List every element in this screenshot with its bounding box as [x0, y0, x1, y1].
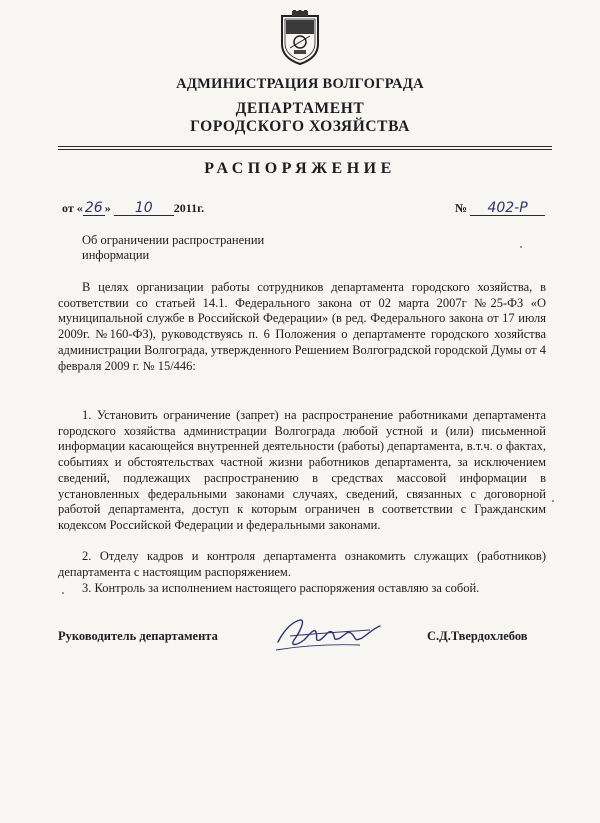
scan-speck: [62, 592, 64, 594]
subject-line: информации: [82, 248, 150, 262]
scan-speck: [520, 246, 522, 248]
coat-of-arms-icon: [278, 10, 322, 66]
date-quote-close: »: [104, 201, 111, 215]
number-value: 402-Р: [487, 200, 528, 216]
scan-speck: [552, 500, 554, 502]
date-month: 10: [134, 200, 153, 216]
number-sign: №: [455, 201, 468, 215]
document-title: РАСПОРЯЖЕНИЕ: [204, 160, 396, 177]
administration-name: АДМИНИСТРАЦИЯ ВОЛГОГРАДА: [176, 76, 424, 92]
document-subject: [82, 233, 322, 263]
signatory-name: С.Д.Твердохлебов: [427, 629, 528, 643]
header-divider: [58, 146, 552, 147]
intro-paragraph: В целях организации работы сотрудников департамента городского хозяйства, в соответствии со статьей 14.1. Федерального закона от 02 марта 2007г №25-ФЗ «О муниципальной службе в Российской Федерации» (в ред. Федерального закона от 17 июля 2009г. №160-ФЗ), руководствуясь п. 6 Положения о департаменте городского хозяйства администрации Волгограда, утвержденного Решением Волгоградской городской Думы от 4 февраля 2009 г. № 15/446:: [58, 280, 546, 373]
signatory-role: Руководитель департамента: [58, 629, 218, 643]
item-3-paragraph: 3. Контроль за исполнением настоящего распоряжения оставляю за собой.: [82, 581, 480, 595]
department-name-line2: ГОРОДСКОГО ХОЗЯЙСТВА: [190, 118, 410, 135]
department-name-line1: ДЕПАРТАМЕНТ: [235, 100, 365, 117]
handwritten-signature: [270, 612, 390, 654]
date-prefix: от «: [62, 201, 83, 215]
date-day: 26: [84, 200, 103, 216]
date-year: 2011г.: [173, 201, 205, 215]
header-divider: [58, 149, 552, 150]
document-number: [455, 201, 545, 216]
item-2-paragraph: 2. Отделу кадров и контроля департамента ознакомить служащих (работников) департамента с настоящим распоряжением.: [58, 549, 546, 579]
item-1-paragraph: 1. Установить ограничение (запрет) на распространение работниками департамента городского хозяйства администрации Волгограда любой устной и (или) письменной информации касающейся внутренней деятельности (работы) департамента, в.т.ч. о фактах, событиях и обстоятельствах частной жизни работников департамента, за исключением сведений, подлежащих распространению в средствах массовой информации в установленных федеральными законами случаях, сведений, связанных с договорной работой департамента, доступ к которым ограничен в соответствии с Гражданским кодексом Российской Федерации и федеральными законами.: [58, 408, 546, 532]
subject-line: Об ограничении распространении: [82, 233, 265, 247]
document-date: [62, 201, 204, 216]
